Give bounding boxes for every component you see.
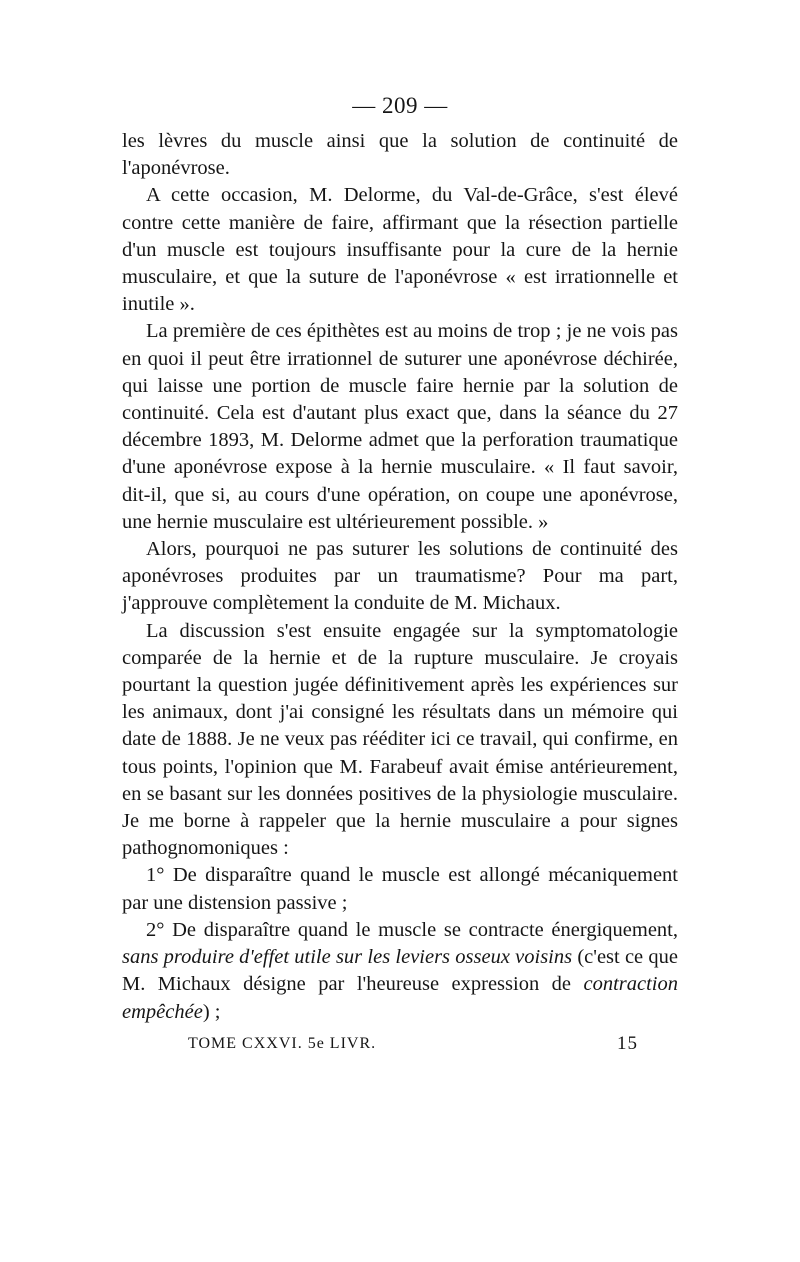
page-body — [122, 128, 678, 1026]
list-item-2-text-start: 2° De disparaître quand le muscle se contracte énergiquement, — [146, 918, 678, 941]
list-item-2-text-middle: (c'est ce que M. Michaux désigne par l'heureuse expression de — [122, 946, 678, 996]
list-item-2-text-end: ) ; — [202, 1000, 221, 1023]
paragraph-3: La première de ces épithètes est au moins de trop ; je ne vois pas en quoi il peut être irrationnel de suturer une aponévrose déchirée, qui laisse une portion de muscle faire hernie par la solution de continuité. Cela est d'autant plus exact que, dans la séance du 27 décembre 1893, M. Delorme admet que la perforation traumatique d'une aponévrose expose à la hernie musculaire. « Il faut savoir, dit-il, que si, au cours d'une opération, on coupe une aponévrose, une hernie musculaire est ultérieurement possible. » — [122, 320, 678, 533]
paragraph-6-list-item-1: 1° De disparaître quand le muscle est allongé mécaniquement par une distension passive ; — [122, 864, 678, 914]
book-page — [122, 92, 678, 1058]
paragraph-2: A cette occasion, M. Delorme, du Val-de-Grâce, s'est élevé contre cette manière de faire, affirmant que la résection partielle d'un muscle est toujours insuffisante pour la cure de la hernie musculaire, et que la suture de l'aponévrose « est irrationnelle et inutile ». — [122, 184, 678, 316]
list-item-2-italic-term: contraction empêchée — [122, 973, 678, 1023]
signature-line: TOME CXXVI. 5e LIVR. — [188, 1034, 377, 1052]
paragraph-7-list-item-2 — [122, 917, 678, 1026]
signature-mark: 15 — [617, 1032, 638, 1054]
paragraph-1: les lèvres du muscle ainsi que la solution de continuité de l'aponévrose. — [122, 130, 678, 180]
paragraph-4: Alors, pourquoi ne pas suturer les solutions de continuité des aponévroses produites par un traumatisme? Pour ma part, j'approuve complètement la conduite de M. Michaux. — [122, 538, 678, 615]
page-number: — 209 — — [352, 93, 448, 118]
paragraph-5: La discussion s'est ensuite engagée sur la symptomatologie comparée de la hernie et de la rupture musculaire. Je croyais pourtant la question jugée définitivement après les expériences sur les animaux, dont j'ai consigné les résultats dans un mémoire qui date de 1888. Je ne veux pas rééditer ici ce travail, qui confirme, en tous points, l'opinion que M. Farabeuf avait émise antérieurement, en se basant sur les données positives de la physiologie musculaire. Je me borne à rappeler que la hernie musculaire a pour signes pathognomoniques : — [122, 619, 678, 860]
page-footer — [122, 1030, 678, 1058]
list-item-2-italic-phrase: sans produire d'effet utile sur les leviers osseux voisins — [122, 946, 573, 969]
